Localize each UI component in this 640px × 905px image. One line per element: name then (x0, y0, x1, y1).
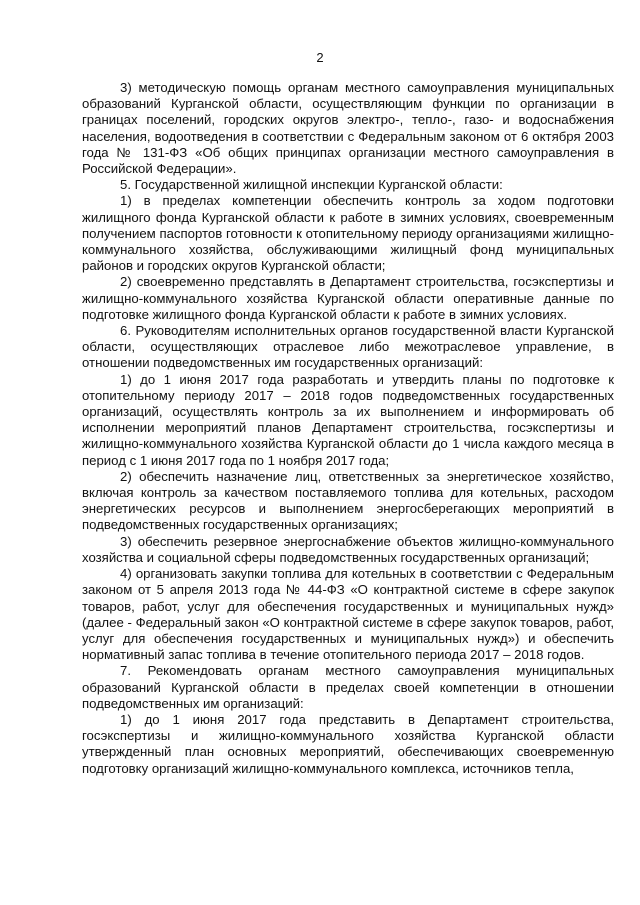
paragraph-5-2: 2) своевременно представлять в Департамент строительства, госэкспертизы и жилищно-коммунального хозяйства Курганской области оперативные данные по подготовке жилищного фонда Курганской области к работе в зимних условиях. (82, 274, 614, 322)
paragraph-7-1: 1) до 1 июня 2017 года представить в Департамент строительства, госэкспертизы и жилищно-коммунального хозяйства Курганской области утвержденный план основных мероприятий, обеспечивающих своевременную подготовку организаций жилищно-коммунального комплекса, источников тепла, (82, 711, 614, 776)
paragraph-6-2: 2) обеспечить назначение лиц, ответственных за энергетическое хозяйство, включая контроль за качеством поставляемого топлива для котельных, расходом энергетических ресурсов и выполнением энергосберегающих мероприятий в подведомственных государственных организациях; (82, 468, 614, 533)
paragraph-4-3: 3) методическую помощь органам местного самоуправления муниципальных образований Курганской области, осуществляющим функции по организации в границах поселений, городских округов электро-, тепло-, газо- и водоснабжения населения, водоотведения в соответствии с Федеральным законом от 6 октября 2003 года № 131-ФЗ «Об общих принципах организации местного самоуправления в Российской Федерации». (82, 80, 614, 177)
paragraph-6-4: 4) организовать закупки топлива для котельных в соответствии с Федеральным законом от 5 апреля 2013 года № 44-ФЗ «О контрактной системе в сфере закупок товаров, работ, услуг для обеспечения государственных и муниципальных нужд» (далее - Федеральный закон «О контрактной системе в сфере закупок товаров, работ, услуг для обеспечения государственных и муниципальных нужд») и обеспечить нормативный запас топлива в течение отопительного периода 2017 – 2018 годов. (82, 566, 614, 663)
document-body (82, 80, 614, 777)
page-number: 2 (316, 50, 324, 65)
paragraph-5-1: 1) в пределах компетенции обеспечить контроль за ходом подготовки жилищного фонда Курганской области к работе в зимних условиях, своевременным получением паспортов готовности к отопительному периоду организациями жилищно-коммунального хозяйства, обслуживающими жилищный фонд муниципальных районов и городских округов Курганской области; (82, 193, 614, 274)
paragraph-6: 6. Руководителям исполнительных органов государственной власти Курганской области, осуществляющих отраслевое либо межотраслевое управление, в отношении подведомственных им государственных организаций: (82, 323, 614, 371)
paragraph-6-3: 3) обеспечить резервное энергоснабжение объектов жилищно-коммунального хозяйства и социальной сферы подведомственных государственных организаций; (82, 533, 614, 565)
paragraph-7: 7. Рекомендовать органам местного самоуправления муниципальных образований Курганской области в пределах своей компетенции в отношении подведомственных им организаций: (82, 663, 614, 711)
paragraph-5: 5. Государственной жилищной инспекции Курганской области: (120, 177, 503, 193)
paragraph-6-1: 1) до 1 июня 2017 года разработать и утвердить планы по подготовке к отопительному периоду 2017 – 2018 годов подведомственных государственных организаций, осуществлять контроль за их выполнением и информировать об исполнении мероприятий планов Департамент строительства, госэкспертизы и жилищно-коммунального хозяйства Курганской области до 1 числа каждого месяца в период с 1 июня 2017 года по 1 ноября 2017 года; (82, 371, 614, 468)
